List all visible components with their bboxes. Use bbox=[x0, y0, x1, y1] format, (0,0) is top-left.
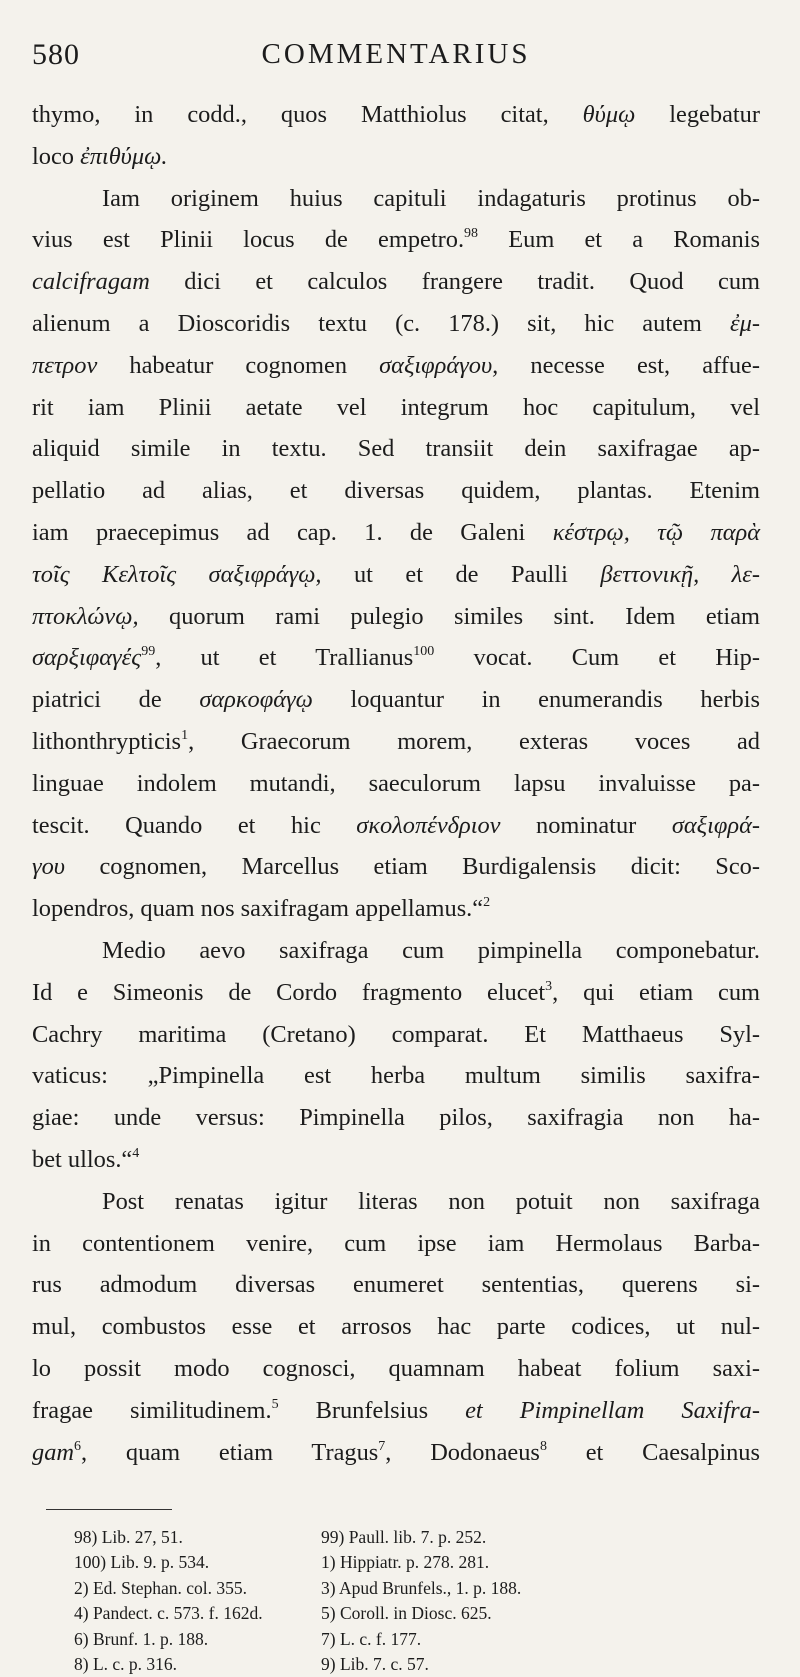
text-line bbox=[32, 805, 760, 847]
text-line bbox=[32, 930, 760, 972]
text-span: vius est Plinii locus de empetro. bbox=[32, 226, 465, 254]
text-span: in contentionem venire, cum ipse iam Hermolaus Barba- bbox=[32, 1229, 760, 1257]
footnote-rule bbox=[46, 1509, 172, 1510]
text-span: aliquid simile in textu. Sed transiit dein saxifragae ap- bbox=[32, 435, 760, 463]
text-span: calcifragam bbox=[32, 268, 150, 296]
footnote: 3) Apud Brunfels., 1. p. 188. bbox=[321, 1577, 522, 1598]
text-span: dici et calculos frangere tradit. Quod cum bbox=[149, 268, 760, 296]
text-span: mul, combustos esse et arrosos hac parte codices, ut nul- bbox=[32, 1313, 760, 1341]
text-span: giae: unde versus: Pimpinella pilos, saxifragia non ha- bbox=[32, 1104, 760, 1132]
text-span: Cachry maritima (Cretano) comparat. Et Matthaeus Syl- bbox=[32, 1020, 760, 1048]
text-span: thymo, in codd., quos Matthiolus citat, bbox=[32, 101, 583, 128]
text-span: κέστρῳ, τῷ παρὰ bbox=[552, 518, 761, 546]
footnote-row bbox=[74, 1601, 774, 1626]
text-line bbox=[32, 846, 760, 888]
text-line bbox=[32, 1097, 760, 1139]
footnote-ref: 7 bbox=[378, 1438, 386, 1454]
text-span: et Caesalpinus bbox=[546, 1438, 760, 1466]
text-line bbox=[32, 1432, 760, 1474]
text-line bbox=[32, 512, 760, 554]
footnote: 1) Hippiatr. p. 278. 281. bbox=[321, 1552, 490, 1573]
footnote: 2) Ed. Stephan. col. 355. bbox=[74, 1577, 248, 1598]
text-line bbox=[32, 1390, 760, 1432]
footnote-row bbox=[74, 1652, 774, 1677]
text-line bbox=[32, 637, 760, 679]
text-span: ut et de Paulli bbox=[321, 560, 601, 588]
text-span: τοῖς Κελτοῖς σαξιφράγῳ, bbox=[32, 560, 322, 588]
footnote-ref: 3 bbox=[545, 978, 553, 994]
footnote-ref: 98 bbox=[464, 226, 479, 242]
footnote-ref: 1 bbox=[181, 727, 189, 743]
text-span: iam praecepimus ad cap. 1. de Galeni bbox=[32, 518, 553, 546]
text-span: πτοκλώνῳ, bbox=[32, 602, 139, 630]
text-span: ἐπιθύμῳ. bbox=[80, 142, 168, 170]
footnote-ref: 2 bbox=[483, 895, 491, 911]
text-span: lo possit modo cognosci, quamnam habeat folium saxi- bbox=[32, 1354, 760, 1382]
text-span: bet ullos.“ bbox=[32, 1145, 133, 1173]
text-span: vocat. Cum et Hip- bbox=[434, 644, 760, 672]
text-span: Brunfelsius bbox=[278, 1396, 466, 1424]
footnote: 99) Paull. lib. 7. p. 252. bbox=[321, 1527, 487, 1547]
footnote: 100) Lib. 9. p. 534. bbox=[74, 1552, 210, 1573]
text-line bbox=[32, 554, 760, 596]
text-line bbox=[32, 1306, 760, 1348]
text-span: gam bbox=[32, 1438, 75, 1466]
text-span: θύμῳ bbox=[582, 101, 636, 128]
text-span: Eum et a Romanis bbox=[478, 226, 760, 254]
text-span: habeatur cognomen bbox=[97, 351, 380, 379]
text-span: tescit. Quando et hic bbox=[32, 811, 357, 839]
text-span: alienum a Dioscoridis textu (c. 178.) sit, hic autem bbox=[32, 309, 731, 337]
text-span: , qui etiam cum bbox=[552, 978, 760, 1006]
text-line bbox=[32, 345, 760, 387]
text-span: γου bbox=[32, 853, 66, 881]
footnote: 7) L. c. f. 177. bbox=[321, 1628, 422, 1649]
text-line bbox=[32, 303, 760, 345]
text-span: nominatur bbox=[500, 811, 672, 839]
footnote-ref: 8 bbox=[539, 1438, 547, 1454]
text-line bbox=[32, 763, 760, 805]
text-line bbox=[32, 1055, 760, 1097]
text-line bbox=[32, 888, 760, 930]
text-line bbox=[32, 1014, 760, 1056]
footnote-ref: 6 bbox=[74, 1438, 82, 1454]
text-span: rit iam Plinii aetate vel integrum hoc capitulum, vel bbox=[32, 393, 760, 421]
footnote-row bbox=[74, 1576, 774, 1601]
text-line bbox=[32, 1181, 760, 1223]
text-span: Id e Simeonis de Cordo fragmento elucet bbox=[32, 978, 546, 1006]
footnote-ref: 99 bbox=[141, 644, 156, 660]
text-span: , Graecorum morem, exteras voces ad bbox=[188, 727, 760, 755]
text-line bbox=[32, 219, 760, 261]
footnote-row bbox=[74, 1550, 774, 1575]
text-span: pellatio ad alias, et diversas quidem, plantas. Etenim bbox=[32, 477, 760, 505]
text-line bbox=[32, 94, 760, 136]
text-span: legebatur bbox=[635, 101, 760, 128]
footnote-ref: 4 bbox=[132, 1145, 140, 1161]
text-span: lithonthrypticis bbox=[32, 727, 182, 755]
text-line bbox=[32, 261, 760, 303]
text-span: σαρξιφαγές bbox=[32, 644, 142, 672]
text-span: σαξιφράγου, bbox=[379, 351, 499, 379]
text-span: necesse est, affue- bbox=[498, 351, 760, 379]
text-span: linguae indolem mutandi, saeculorum lapsu invaluisse pa- bbox=[32, 769, 760, 797]
footnote: 6) Brunf. 1. p. 188. bbox=[74, 1628, 209, 1649]
text-span: et Pimpinellam Saxifra- bbox=[465, 1396, 760, 1424]
text-span: Iam originem huius capituli indagaturis protinus ob- bbox=[102, 184, 760, 212]
footnote: 9) Lib. 7. c. 57. bbox=[321, 1653, 429, 1674]
text-span: quorum rami pulegio similes sint. Idem etiam bbox=[138, 602, 760, 630]
text-line bbox=[32, 387, 760, 429]
text-span: σαξιφρά- bbox=[671, 811, 760, 839]
text-span: loquantur in enumerandis herbis bbox=[312, 686, 760, 714]
text-line bbox=[32, 470, 760, 512]
text-span: , ut et Trallianus bbox=[155, 644, 414, 672]
text-line bbox=[32, 1139, 760, 1181]
text-span: σαρκοφάγῳ bbox=[199, 686, 313, 714]
footnote: 4) Pandect. c. 573. f. 162d. bbox=[74, 1603, 263, 1624]
text-span: Medio aevo saxifraga cum pimpinella componebatur. bbox=[102, 936, 760, 964]
text-span: σκολοπένδριον bbox=[356, 811, 501, 839]
footnote-row bbox=[74, 1627, 774, 1652]
running-title: COMMENTARIUS bbox=[261, 38, 531, 70]
text-span: piatrici de bbox=[32, 686, 200, 714]
text-span: vaticus: „Pimpinella est herba multum similis saxifra- bbox=[32, 1062, 760, 1090]
text-span: Post renatas igitur literas non potuit non saxifraga bbox=[102, 1187, 760, 1215]
text-line bbox=[32, 1223, 760, 1265]
text-span: , quam etiam Tragus bbox=[81, 1438, 379, 1466]
text-span: loco bbox=[32, 142, 81, 170]
page-header bbox=[32, 38, 760, 78]
footnote: 5) Coroll. in Diosc. 625. bbox=[321, 1603, 492, 1624]
text-span: , Dodonaeus bbox=[385, 1438, 540, 1466]
footnote: 8) L. c. p. 316. bbox=[74, 1653, 178, 1674]
text-span: πετρον bbox=[32, 351, 98, 379]
page-number: 580 bbox=[32, 38, 80, 71]
text-line bbox=[32, 178, 760, 220]
footnote-ref: 100 bbox=[413, 644, 435, 660]
body-text bbox=[32, 94, 760, 1473]
text-span: cognomen, Marcellus etiam Burdigalensis dicit: Sco- bbox=[65, 853, 760, 881]
text-line bbox=[32, 721, 760, 763]
text-line bbox=[32, 428, 760, 470]
text-line bbox=[32, 136, 760, 178]
footnote: 98) Lib. 27, 51. bbox=[74, 1527, 183, 1547]
text-line bbox=[32, 679, 760, 721]
text-span: lopendros, quam nos saxifragam appellamus.“ bbox=[32, 895, 484, 923]
footnotes bbox=[74, 1525, 774, 1677]
footnote-ref: 5 bbox=[271, 1396, 279, 1412]
text-line bbox=[32, 972, 760, 1014]
text-span: rus admodum diversas enumeret sententias, querens si- bbox=[32, 1271, 760, 1299]
footnote-row bbox=[74, 1525, 774, 1550]
text-span: ἐμ- bbox=[730, 309, 760, 337]
text-line bbox=[32, 1264, 760, 1306]
text-line bbox=[32, 1348, 760, 1390]
text-line bbox=[32, 596, 760, 638]
text-span: fragae similitudinem. bbox=[32, 1396, 272, 1424]
text-span: βεττονικῇ, λε- bbox=[600, 560, 760, 588]
